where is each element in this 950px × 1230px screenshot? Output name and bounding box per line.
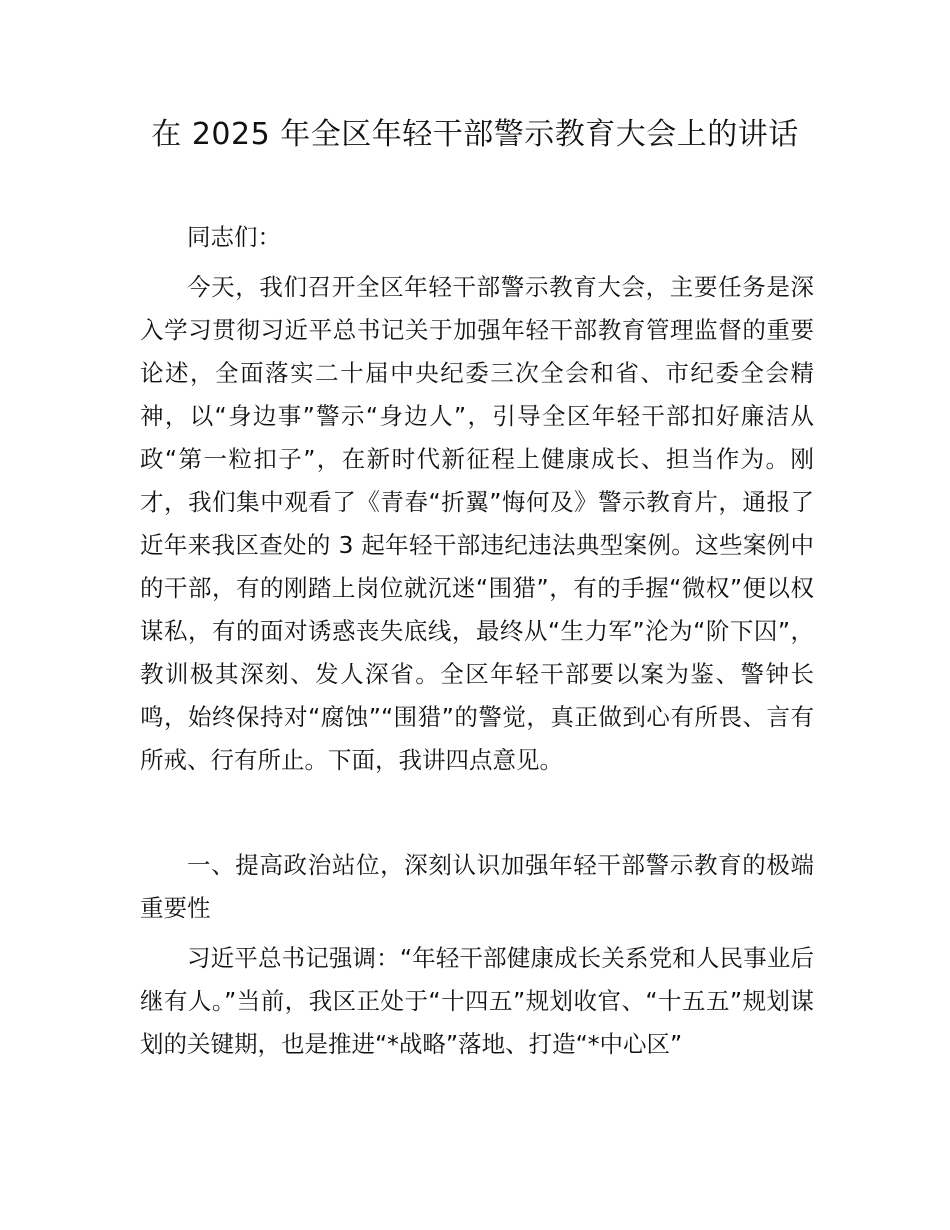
section-heading: 一、提高政治站位，深刻认识加强年轻干部警示教育的极端重要性 xyxy=(140,851,814,922)
salutation: 同志们： xyxy=(187,223,281,251)
section-paragraph: 习近平总书记强调：“年轻干部健康成长关系党和人民事业后继有人。”当前，我区正处于“十四五”规划收官、“十五五”规划谋划的关键期，也是推进“*战略”落地、打造“*中心区” xyxy=(140,944,814,1058)
document-title: 在 2025 年全区年轻干部警示教育大会上的讲话 xyxy=(151,117,799,152)
body-paragraph: 今天，我们召开全区年轻干部警示教育大会，主要任务是深入学习贯彻习近平总书记关于加强年轻干部教育管理监督的重要论述，全面落实二十届中央纪委三次全会和省、市纪委全会精神，以“身边事”警示“身边人”，引导全区年轻干部扣好廉洁从政“第一粒扣子”，在新时代新征程上健康成长、担当作为。刚才，我们集中观看了《青春“折翼”悔何及》警示教育片，通报了近年来我区查处的 3 起年轻干部违纪违法典型案例。这些案例中的干部，有的刚踏上岗位就沉迷“围猎”，有的手握“微权”便以权谋私，有的面对诱惑丧失底线，最终从“生力军”沦为“阶下囚”，教训极其深刻、发人深省。全区年轻干部要以案为鉴、警钟长鸣，始终保持对“腐蚀”“围猎”的警觉，真正做到心有所畏、言有所戒、行有所止。下面，我讲四点意见。 xyxy=(140,273,814,774)
